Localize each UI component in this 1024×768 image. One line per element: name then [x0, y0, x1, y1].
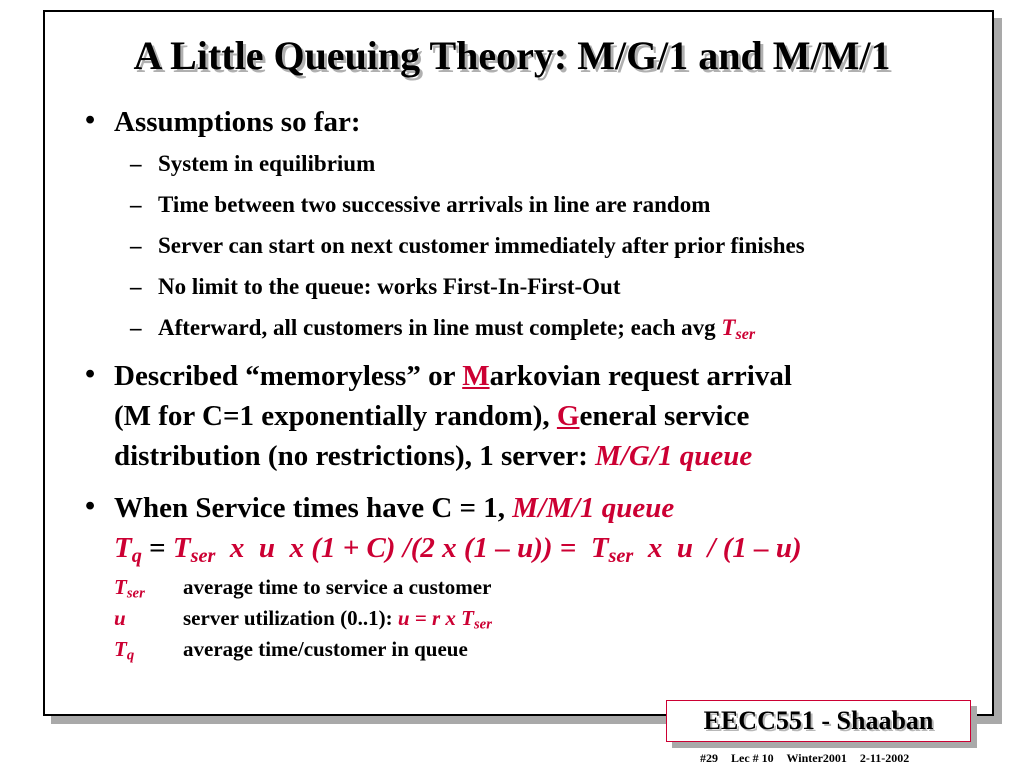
lecture-number: Lec # 10 [731, 751, 774, 765]
assumption-text: System in equilibrium [158, 151, 376, 176]
assumption-item [130, 192, 710, 218]
described-line-3: distribution (no restrictions), 1 server: M/G/1 queue [114, 440, 753, 472]
def-symbol-tq: $T_q$ [114, 637, 135, 664]
when-line-1: When Service times have C = 1, M/M/1 queue [114, 492, 675, 524]
tq-formula: $T_q = T_{ser}$ x u x (1 + C) /(2 x $(1 - u)) = T_{ser}$ x u / (1 – u) [114, 532, 802, 568]
assumptions-heading: Assumptions so far: [114, 106, 361, 138]
bullet-marker: • [85, 358, 96, 390]
assumption-item [130, 315, 756, 344]
def-symbol-tser: $T_{ser}$ [114, 575, 145, 602]
assumption-item [130, 274, 621, 300]
assumption-item [130, 233, 805, 259]
assumption-text: No limit to the queue: works First-In-First-Out [158, 274, 621, 299]
dash-marker: – [130, 233, 142, 258]
term: Winter2001 [786, 751, 847, 765]
markovian-M: M [462, 360, 490, 392]
date: 2-11-2002 [859, 751, 910, 765]
def-text-u: server utilization (0..1): u = r x $T_{ser}$ [183, 606, 492, 633]
slide-number: #29 [700, 751, 718, 765]
dash-marker: – [130, 315, 142, 340]
slide-title: A Little Queuing Theory: M/G/1 and M/M/1 [133, 33, 891, 78]
assumption-item [130, 151, 375, 177]
def-symbol-u: u [114, 606, 126, 630]
mg1-queue-label: M/G/1 queue [595, 440, 753, 472]
assumption-text: Time between two successive arrivals in line are random [158, 192, 711, 217]
described-line-2: (M for C=1 exponentially random), General service [114, 400, 750, 432]
def-text-tq: average time/customer in queue [183, 637, 468, 661]
dash-marker: – [130, 192, 142, 217]
def-text-tser: average time to service a customer [183, 575, 492, 599]
described-line-1: Described “memoryless” or Markovian request arrival [114, 360, 792, 392]
tser-symbol: $T_{ser}$ [721, 315, 756, 344]
general-G: G [556, 400, 580, 432]
dash-marker: – [130, 274, 142, 299]
assumption-text: Afterward, all customers in line must complete; each avg [158, 315, 722, 340]
utilization-formula: u = r x $T_{ser}$ [397, 606, 492, 633]
bullet-marker: • [85, 490, 96, 522]
footer-meta [700, 751, 1000, 766]
bullet-marker: • [85, 104, 96, 136]
footer-label: EECC551 - Shaaban [666, 700, 971, 742]
mm1-queue-label: M/M/1 queue [512, 492, 675, 524]
dash-marker: – [130, 151, 142, 176]
assumption-text: Server can start on next customer immediately after prior finishes [158, 233, 805, 258]
